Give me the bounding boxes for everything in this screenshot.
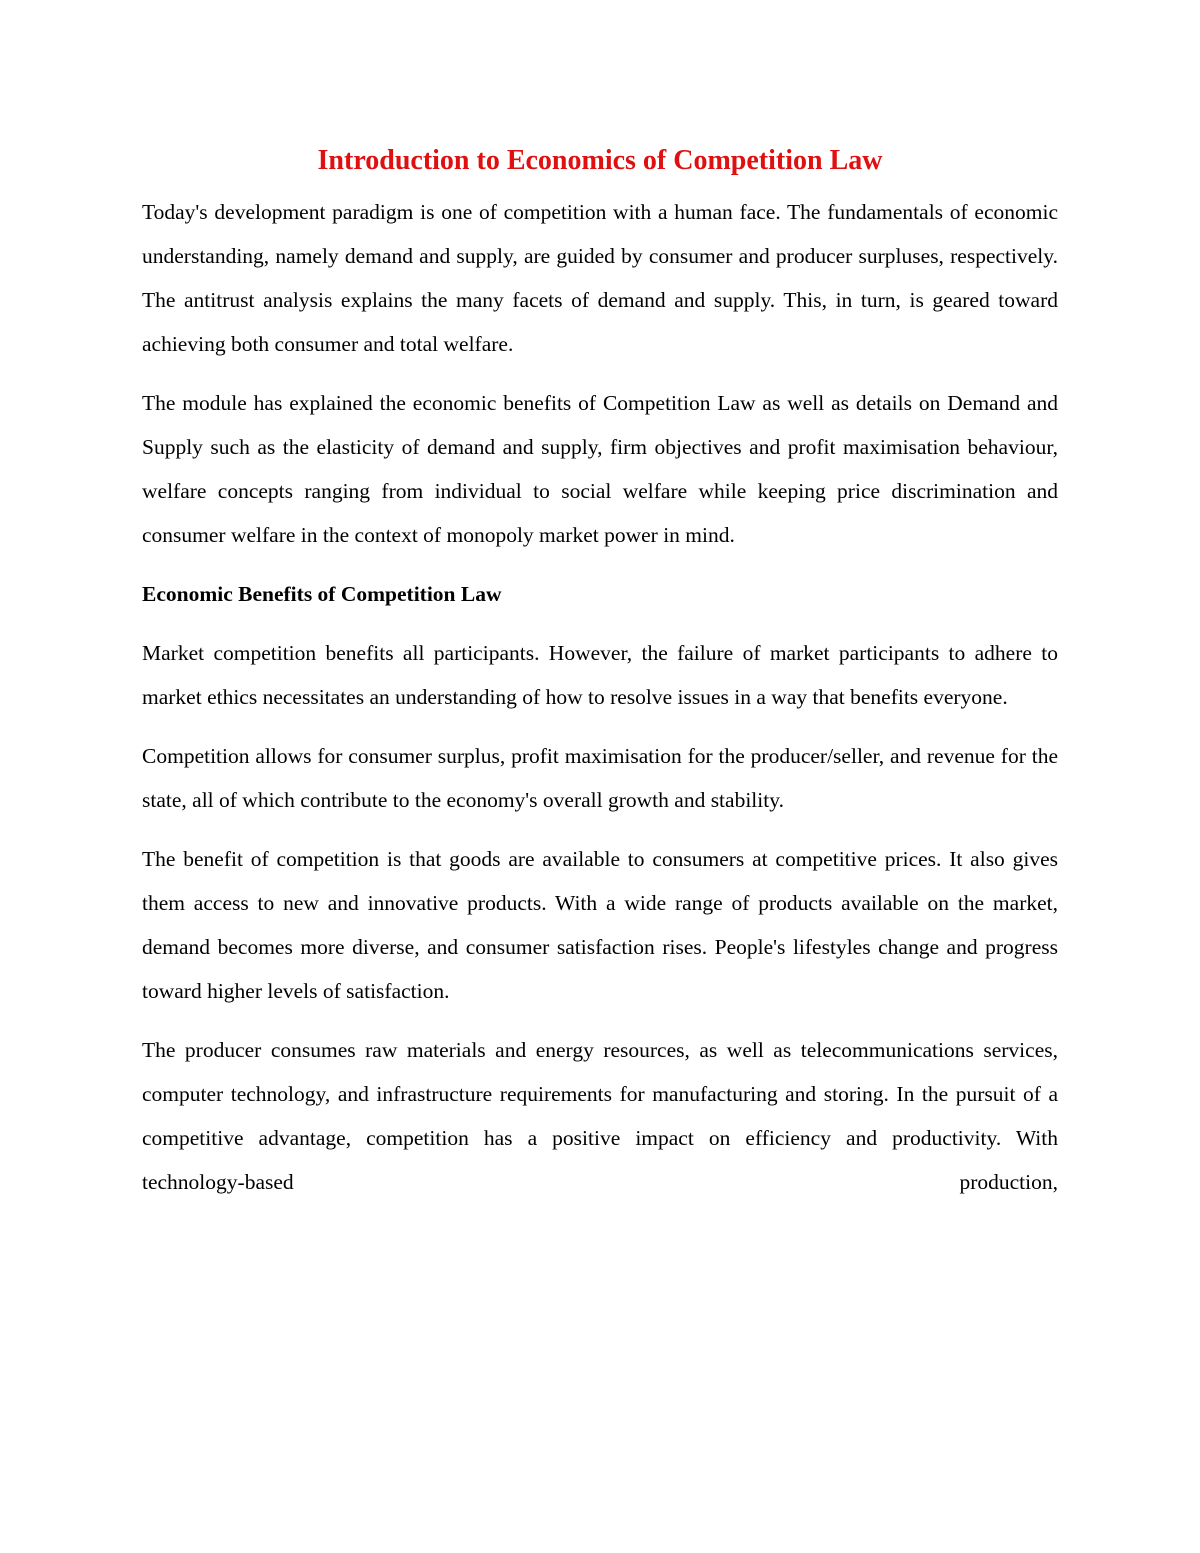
paragraph-module-summary: The module has explained the economic benefits of Competition Law as well as details on Demand and Supply such as the elasticity of demand and supply, firm objectives and profit maximisation behaviour, welfare concepts ranging from individual to social welfare while keeping price discrimination and consumer welfare in the context of monopoly market power in mind. — [142, 391, 1058, 547]
paragraph-market-competition: Market competition benefits all participants. However, the failure of market participants to adhere to market ethics necessitates an understanding of how to resolve issues in a way that benefits everyone. — [142, 641, 1058, 709]
paragraph-benefit-of-competition: The benefit of competition is that goods are available to consumers at competitive prices. It also gives them access to new and innovative products. With a wide range of products available on the market, demand becomes more diverse, and consumer satisfaction rises. People's lifestyles change and progress toward higher levels of satisfaction. — [142, 847, 1058, 1003]
document-body — [142, 138, 1058, 1204]
paragraph-development-paradigm: Today's development paradigm is one of competition with a human face. The fundamentals of economic understanding, namely demand and supply, are guided by consumer and producer surpluses, respectively. The antitrust analysis explains the many facets of demand and supply. This, in turn, is geared toward achieving both consumer and total welfare. — [142, 200, 1058, 356]
paragraph-producer-resources: The producer consumes raw materials and energy resources, as well as telecommunications services, computer technology, and infrastructure requirements for manufacturing and storing. In the pursuit of a competitive advantage, competition has a positive impact on efficiency and productivity. With technology-based production, — [142, 1038, 1058, 1194]
section-heading-economic-benefits: Economic Benefits of Competition Law — [142, 582, 502, 606]
paragraph-consumer-surplus: Competition allows for consumer surplus, profit maximisation for the producer/seller, and revenue for the state, all of which contribute to the economy's overall growth and stability. — [142, 744, 1058, 812]
document-title: Introduction to Economics of Competition Law — [317, 145, 883, 176]
